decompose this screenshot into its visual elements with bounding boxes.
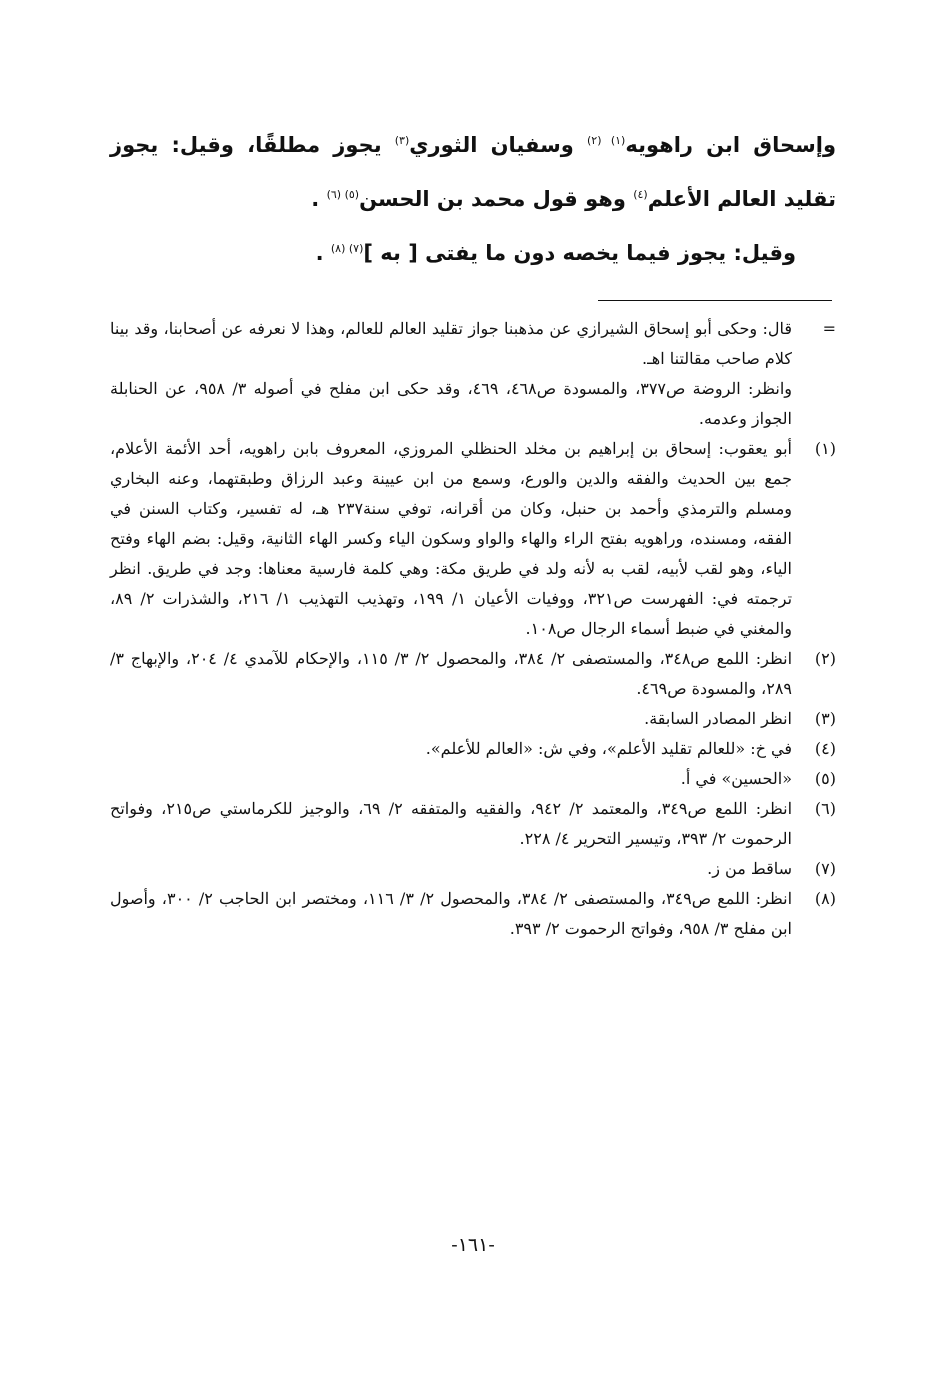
footnote-number: (٧) (814, 859, 836, 878)
footnote-5 (110, 764, 836, 794)
footnote-6 (110, 794, 836, 854)
footnote-2 (110, 644, 836, 704)
page-number: -١٦١- (451, 1234, 495, 1256)
footnote-ref: (٥) (٦) (326, 188, 360, 201)
footnote-number: (١) (814, 439, 836, 458)
main-paragraph-1 (110, 118, 836, 226)
footnote-text: انظر المصادر السابقة. (644, 709, 792, 728)
footnote-ref: (٤) (633, 188, 648, 201)
footnote-number: (٨) (814, 889, 836, 908)
main-text-segment: يجوز مطلقًا، وقيل: يجوز تقليد العالم الأعلم (110, 133, 836, 211)
footnote-8 (110, 884, 836, 944)
footnote-7 (110, 854, 836, 884)
footnote-text: ساقط من ز. (707, 859, 792, 878)
footnote-ref: (٣) (394, 134, 410, 147)
main-text-segment: وهو قول محمد بن الحسن (359, 187, 634, 211)
footnote-number: (٣) (814, 709, 836, 728)
footnote-number: (٢) (814, 649, 836, 668)
footnote-text: انظر: اللمع ص٣٤٩، والمستصفى ٢/ ٣٨٤، والمحصول ٢/ ٣/ ١١٦، ومختصر ابن الحاجب ٢/ ٣٠٠، وأصول ابن مفلح ٣/ ٩٥٨، وفواتح الرحموت ٢/ ٣٩٣. (110, 889, 793, 938)
footnote-continued (110, 314, 836, 434)
footnote-3 (110, 704, 836, 734)
main-text-segment: وقيل: يجوز فيما يخصه دون ما يفتى [ به ] (363, 241, 796, 265)
footnote-number: (٦) (814, 799, 836, 818)
main-text-segment: وإسحاق ابن راهويه (625, 133, 836, 157)
continuation-marker: = (822, 319, 836, 338)
footnote-text: قال: وحكى أبو إسحاق الشيرازي عن مذهبنا جواز تقليد العالم للعالم، وهذا لا نعرفه عن أصحابنا، وقد بينا كلام صاحب مقالتنا اهـ. (110, 319, 793, 368)
footnote-ref: (٧) (٨) (330, 242, 364, 255)
footnote-text: «الحسين» في أ. (680, 769, 792, 788)
footnote-text: في خ: «للعالم تقليد الأعلم»، وفي ش: «العالم للأعلم». (425, 739, 792, 758)
main-paragraph-2 (110, 226, 836, 280)
footnotes (110, 314, 836, 944)
footnote-text: انظر: اللمع ص٣٤٨، والمستصفى ٢/ ٣٨٤، والمحصول ٢/ ٣/ ١١٥، والإحكام للآمدي ٤/ ٢٠٤، والإبهاج ٣/ ٢٨٩، والمسودة ص٤٦٩. (110, 649, 793, 698)
footnote-number: (٥) (814, 769, 836, 788)
footnote-text: انظر: اللمع ص٣٤٩، والمعتمد ٢/ ٩٤٢، والفقيه والمتفقه ٢/ ٦٩، والوجيز للكرماستي ص٢١٥، وفواتح الرحموت ٢/ ٣٩٣، وتيسير التحرير ٤/ ٢٢٨. (110, 799, 793, 848)
footnote-text: وانظر: الروضة ص٣٧٧، والمسودة ص٤٦٨، ٤٦٩، وقد حكى ابن مفلح في أصوله ٣/ ٩٥٨، عن الحنابلة الجواز وعدمه. (110, 379, 793, 428)
footnote-text: أبو يعقوب: إسحاق بن إبراهيم بن مخلد الحنظلي المروزي، المعروف بابن راهويه، أحد الأئمة الأعلام، جمع بين الحديث والفقه والدين والورع، وسمع من ابن عيينة وعبد الرزاق وطبقتهما، وعنه البخاري ومسلم والترمذي وأحمد بن حنبل، وكان من أقرانه، توفي سنة٢٣٧ هـ، له تفسير، وكتاب السنن في الفقه، ومسنده، وراهويه بفتح الراء والهاء والواو وسكون الياء وكسر الهاء الثانية، وقيل: بضم الهاء وفتح الياء، وهو لقب لأبيه، لقب به لأنه ولد في طريق مكة: وهي كلمة فارسية معناها: وجد في طريق. انظر ترجمته في: الفهرست ص٣٢١، ووفيات الأعيان ١/ ١٩٩، وتهذيب التهذيب ١/ ٢١٦، والشذرات ٢/ ٨٩، والمغني في ضبط أسماء الرجال ص١٠٨. (110, 439, 793, 638)
footnote-1 (110, 434, 836, 644)
footnote-ref: (١) (٢) (586, 134, 626, 147)
footnote-number: (٤) (814, 739, 836, 758)
main-text-segment: . (311, 187, 327, 211)
main-text (110, 118, 836, 280)
main-text-segment: وسفيان الثوري (409, 133, 587, 157)
main-text-segment: . (315, 241, 331, 265)
footnote-4 (110, 734, 836, 764)
footnote-separator (598, 300, 832, 301)
